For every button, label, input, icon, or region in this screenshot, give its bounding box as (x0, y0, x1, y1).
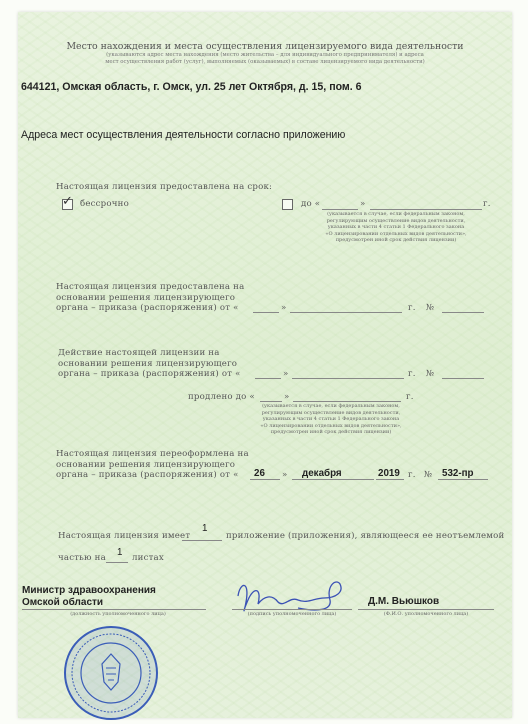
annex-count: 1 (202, 523, 208, 534)
reissued-number-label: № (424, 470, 433, 480)
extended-note-line: указанных в части 4 статьи 1 Федерального закона (262, 416, 400, 422)
until-month-line (370, 209, 482, 210)
reissued-year-line (376, 479, 404, 480)
annex-sheets-line (106, 562, 128, 563)
until-label: до « (301, 199, 321, 209)
license-address: 644121, Омская область, г. Омск, ул. 25 лет Октября, д. 15, пом. 6 (21, 81, 362, 93)
extended-text (58, 348, 241, 380)
extended-until-day-line (260, 401, 282, 402)
address-note: Адреса мест осуществления деятельности согласно приложению (21, 129, 346, 141)
term-note-line: предусмотрен иной срок действия лицензии) (335, 237, 457, 243)
annex-suffix: приложение (приложения), являющееся ее неотъемлемой (226, 531, 505, 541)
header-caption (18, 52, 512, 66)
reissued-day: 26 (254, 468, 265, 479)
granted-line: Настоящая лицензия предоставлена на (56, 282, 245, 292)
extended-note (244, 403, 418, 436)
extended-note-line: регулирующим осуществление видов деятельности, (261, 409, 401, 416)
extended-day-line (255, 378, 281, 379)
position-caption: (должность уполномоченного лица) (70, 611, 166, 617)
term-note-line: указанных в части 4 статьи 1 Федерального закона (327, 224, 465, 230)
license-sheet (18, 12, 512, 718)
granted-day-line (253, 312, 279, 313)
reissued-number: 532-пр (442, 468, 474, 479)
term-note (308, 211, 484, 244)
granted-line: органа – приказа (распоряжения) от « (56, 303, 239, 313)
signature-line (232, 609, 352, 610)
reissued-text (56, 449, 249, 481)
annex-part-suffix: листах (132, 553, 164, 563)
term-note-line: (указывается в случае, если федеральным законом, (327, 211, 465, 217)
until-day-line (322, 209, 358, 210)
extended-until-year: г. (406, 392, 414, 402)
reissued-line: Настоящая лицензия переоформлена на (56, 449, 249, 459)
indefinite-label: бессрочно (80, 199, 129, 209)
check-mark-icon: ✓ (62, 194, 73, 209)
extended-line: Действие настоящей лицензии на (58, 348, 220, 358)
annex-count-line (182, 540, 222, 541)
granted-text (56, 282, 244, 314)
extended-close-quote: » (283, 369, 289, 379)
reissued-year: 2019 (378, 468, 400, 479)
granted-line: основании решения лицензирующего (56, 292, 236, 303)
extended-note-line: «О лицензировании отдельных видов деятельности», (260, 422, 402, 429)
extended-until-close: » (284, 392, 290, 402)
indefinite-checkbox[interactable] (62, 194, 73, 210)
until-close-quote: » (360, 199, 366, 209)
extended-number-label: № (426, 369, 435, 379)
signature-caption: (подпись уполномоченного лица) (247, 611, 337, 617)
name-line (358, 609, 494, 610)
position-line (22, 609, 206, 610)
extended-note-line: предусмотрен иной срок действия лицензии) (270, 429, 392, 435)
until-year-suffix: г. (483, 199, 491, 209)
reissued-close-quote: » (282, 470, 288, 480)
extended-year-suffix: г. (408, 369, 416, 379)
granted-number-line (442, 312, 484, 313)
reissued-line: органа – приказа (распоряжения) от « (56, 470, 239, 480)
granted-close-quote: » (281, 303, 287, 313)
reissued-number-line (438, 479, 488, 480)
extended-month-line (292, 378, 404, 379)
official-seal (62, 624, 160, 722)
annex-prefix: Настоящая лицензия имеет (58, 531, 191, 541)
header-caption-line1: (указываются адрес места нахождения (место жительства – для индивидуального предпринимателя) и адреса (106, 52, 424, 58)
extended-until-month-line (293, 401, 401, 402)
reissued-day-line (250, 479, 280, 480)
extended-note-line: (указывается в случае, если федеральным законом, (262, 403, 400, 409)
header-caption-line2: мест осуществления работ (услуг), выполняемых (оказываемых) в составе лицензируемого вида деятельности) (105, 59, 425, 65)
annex-sheets: 1 (117, 547, 123, 558)
extended-line: основании решения лицензирующего (58, 358, 238, 369)
extended-line: органа – приказа (распоряжения) от « (58, 369, 241, 379)
signatory-name: Д.М. Вьюшков (368, 596, 440, 607)
header-title: Место нахождения и места осуществления лицензируемого вида деятельности (66, 41, 464, 52)
name-caption: (Ф.И.О. уполномоченного лица) (383, 611, 469, 617)
reissued-year-suffix: г. (408, 470, 416, 480)
extended-until-label: продлено до « (188, 392, 255, 402)
reissued-month-line (292, 479, 374, 480)
extended-number-line (442, 378, 484, 379)
reissued-month: декабря (302, 468, 342, 479)
granted-year-suffix: г. (408, 303, 416, 313)
term-note-line: «О лицензировании отдельных видов деятельности», (325, 230, 467, 237)
signatory-position (22, 585, 156, 609)
annex-part-prefix: частью на (58, 553, 106, 563)
granted-month-line (290, 312, 402, 313)
term-note-line: регулирующим осуществление видов деятельности, (326, 217, 466, 224)
signatory-position-line: Министр здравоохранения (22, 585, 156, 596)
reissued-line: основании решения лицензирующего (56, 459, 236, 470)
granted-number-label: № (426, 303, 435, 313)
signatory-position-line: Омской области (22, 597, 104, 608)
term-label: Настоящая лицензия предоставлена на срок: (56, 182, 273, 192)
until-checkbox[interactable] (282, 199, 293, 210)
